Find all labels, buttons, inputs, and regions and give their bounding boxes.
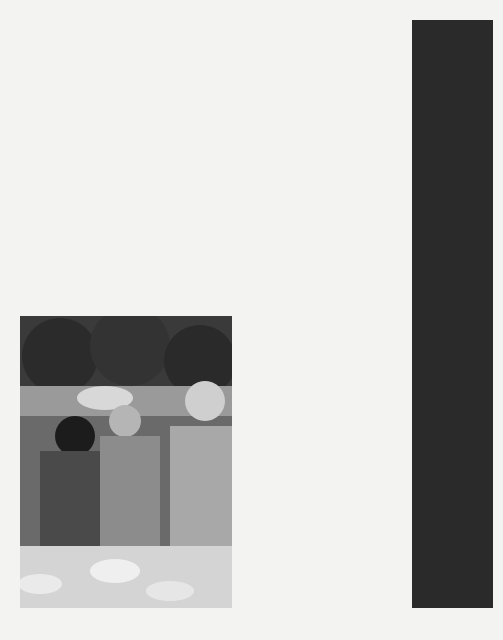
name-sidebar bbox=[412, 20, 493, 608]
pie-sale-photo bbox=[20, 316, 232, 608]
